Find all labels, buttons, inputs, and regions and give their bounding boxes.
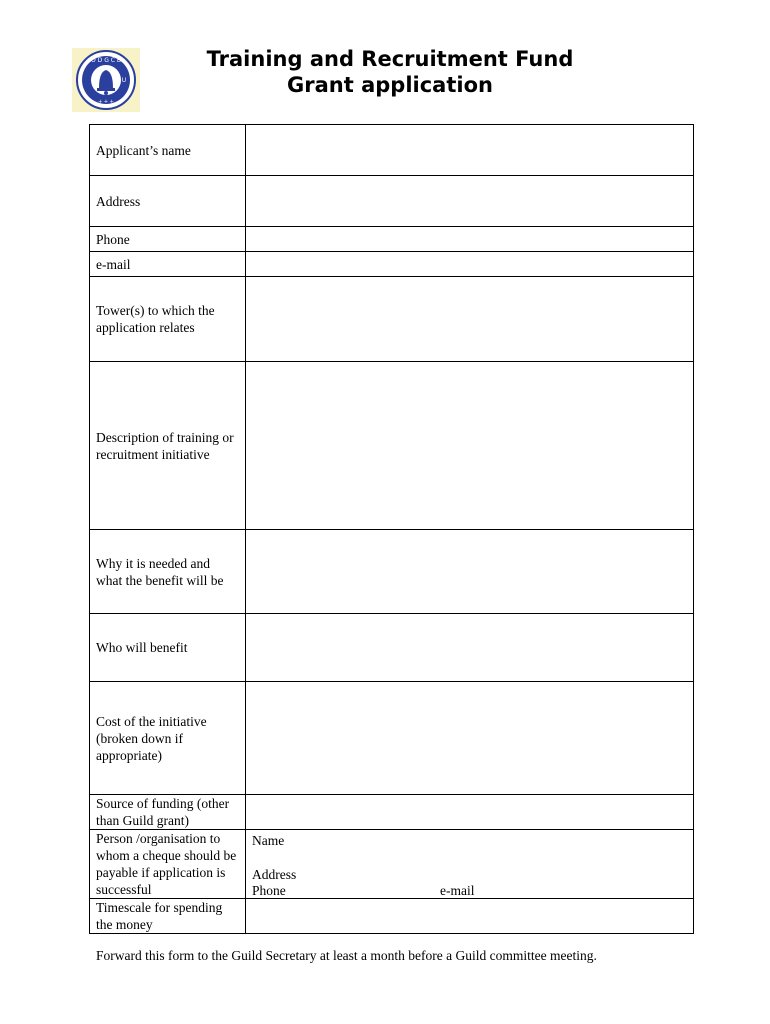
form-row-source-funding	[90, 795, 694, 830]
form-row-timescale	[90, 899, 694, 934]
description-label: Description of training or recruitment initiative	[90, 362, 246, 530]
application-form	[89, 124, 694, 934]
page-title	[140, 46, 640, 98]
cheque-phone-label: Phone	[252, 883, 286, 898]
form-row-phone	[90, 227, 694, 252]
why-needed-label: Why it is needed and what the benefit will be	[90, 530, 246, 614]
form-row-email	[90, 252, 694, 277]
cost-label: Cost of the initiative (broken down if appropriate)	[90, 682, 246, 795]
cheque-address-label: Address	[252, 867, 297, 882]
why-needed-field[interactable]	[246, 530, 694, 614]
phone-label: Phone	[90, 227, 246, 252]
logo-side-text: U	[121, 77, 127, 84]
form-row-address	[90, 176, 694, 227]
form-row-who-benefits	[90, 614, 694, 682]
email-field[interactable]	[246, 252, 694, 277]
towers-field[interactable]	[246, 277, 694, 362]
title-line-2: Grant application	[287, 73, 493, 97]
source-funding-label: Source of funding (other than Guild grant)	[90, 795, 246, 830]
timescale-field[interactable]	[246, 899, 694, 934]
applicant-name-field[interactable]	[246, 125, 694, 176]
logo-top-text: O D G C B	[91, 57, 121, 64]
who-benefits-field[interactable]	[246, 614, 694, 682]
cost-field[interactable]	[246, 682, 694, 795]
footer-instruction: Forward this form to the Guild Secretary at least a month before a Guild committee meeting.	[96, 948, 597, 963]
form-row-towers	[90, 277, 694, 362]
source-funding-field[interactable]	[246, 795, 694, 830]
phone-field[interactable]	[246, 227, 694, 252]
form-row-why-needed	[90, 530, 694, 614]
timescale-label: Timescale for spending the money	[90, 899, 246, 934]
who-benefits-label: Who will benefit	[90, 614, 246, 682]
form-row-description	[90, 362, 694, 530]
cheque-payee-field[interactable]	[246, 830, 694, 899]
email-label: e-mail	[90, 252, 246, 277]
form-row-applicant-name	[90, 125, 694, 176]
cheque-email-label: e-mail	[440, 883, 475, 898]
cheque-payee-label: Person /organisation to whom a cheque should be payable if application is successful	[90, 830, 246, 899]
logo-bottom-text: + + +	[98, 99, 114, 105]
guild-logo	[72, 48, 140, 112]
applicant-name-label: Applicant’s name	[90, 125, 246, 176]
form-row-cheque-payee	[90, 830, 694, 899]
towers-label: Tower(s) to which the application relates	[90, 277, 246, 362]
address-field[interactable]	[246, 176, 694, 227]
description-field[interactable]	[246, 362, 694, 530]
title-line-1: Training and Recruitment Fund	[206, 47, 574, 71]
address-label: Address	[90, 176, 246, 227]
form-row-cost	[90, 682, 694, 795]
bell-emblem-icon	[72, 48, 140, 112]
cheque-name-label: Name	[252, 833, 285, 848]
